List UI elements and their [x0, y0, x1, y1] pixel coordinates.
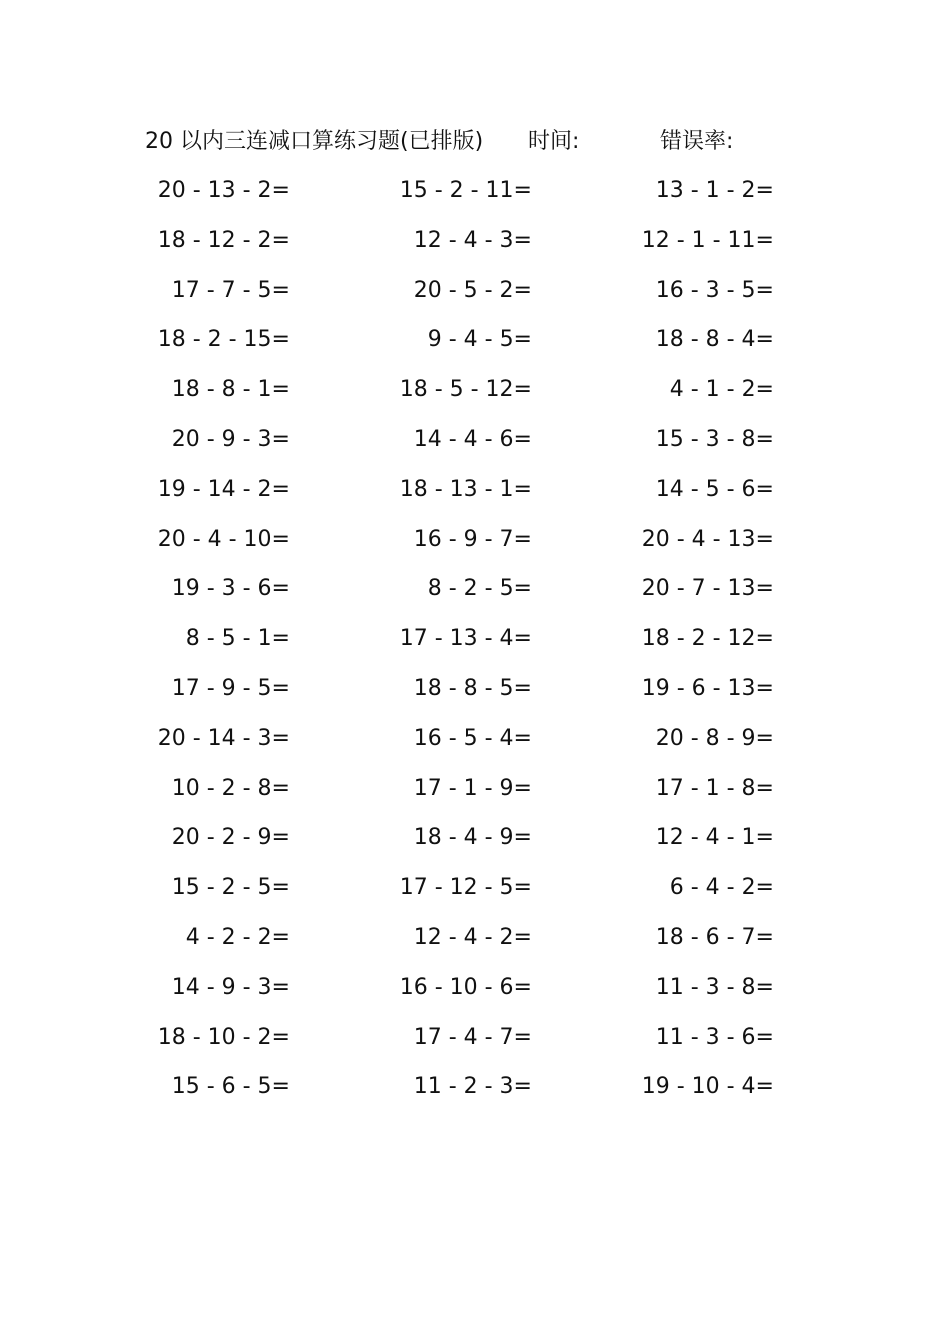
problem-item: 16 - 9 - 7=: [413, 526, 532, 552]
problem-item: 16 - 10 - 6=: [399, 974, 532, 1000]
problem-item: 8 - 2 - 5=: [427, 576, 532, 602]
problem-row: [0, 813, 950, 863]
problem-item: 18 - 8 - 5=: [413, 675, 532, 701]
problem-item: 8 - 5 - 1=: [185, 626, 290, 652]
problem-row: [0, 465, 950, 515]
problem-item: 19 - 14 - 2=: [157, 476, 290, 502]
problem-row: [0, 315, 950, 365]
problem-item: 16 - 5 - 4=: [413, 725, 532, 751]
problem-item: 20 - 2 - 9=: [171, 825, 290, 851]
problem-row: [0, 564, 950, 614]
problem-item: 4 - 1 - 2=: [669, 377, 774, 403]
problem-item: 15 - 3 - 8=: [655, 426, 774, 452]
problem-item: 19 - 3 - 6=: [171, 576, 290, 602]
problem-grid: [0, 166, 950, 1112]
problem-item: 6 - 4 - 2=: [669, 875, 774, 901]
problem-item: 20 - 8 - 9=: [655, 725, 774, 751]
problem-item: 12 - 4 - 1=: [655, 825, 774, 851]
problem-item: 18 - 2 - 12=: [641, 626, 774, 652]
problem-item: 20 - 4 - 13=: [641, 526, 774, 552]
problem-item: 10 - 2 - 8=: [171, 775, 290, 801]
problem-row: [0, 913, 950, 963]
problem-item: 16 - 3 - 5=: [655, 277, 774, 303]
problem-row: [0, 714, 950, 764]
problem-item: 18 - 4 - 9=: [413, 825, 532, 851]
problem-row: [0, 614, 950, 664]
problem-item: 12 - 4 - 3=: [413, 227, 532, 253]
problem-item: 17 - 12 - 5=: [399, 875, 532, 901]
problem-item: 17 - 1 - 8=: [655, 775, 774, 801]
problem-row: [0, 166, 950, 216]
problem-row: [0, 664, 950, 714]
problem-item: 15 - 2 - 11=: [399, 178, 532, 203]
problem-item: 18 - 10 - 2=: [157, 1024, 290, 1050]
problem-item: 18 - 2 - 15=: [157, 327, 290, 353]
problem-item: 18 - 13 - 1=: [399, 476, 532, 502]
problem-row: [0, 1013, 950, 1063]
problem-item: 17 - 13 - 4=: [399, 626, 532, 652]
problem-item: 14 - 9 - 3=: [171, 974, 290, 1000]
problem-item: 11 - 3 - 6=: [655, 1024, 774, 1050]
problem-item: 20 - 5 - 2=: [413, 277, 532, 303]
problem-item: 17 - 1 - 9=: [413, 775, 532, 801]
problem-item: 19 - 6 - 13=: [641, 675, 774, 701]
problem-row: [0, 863, 950, 913]
problem-item: 18 - 12 - 2=: [157, 227, 290, 253]
problem-item: 4 - 2 - 2=: [185, 924, 290, 950]
problem-row: [0, 1062, 950, 1112]
problem-item: 18 - 8 - 4=: [655, 327, 774, 353]
problem-item: 17 - 9 - 5=: [171, 675, 290, 701]
problem-item: 17 - 4 - 7=: [413, 1024, 532, 1050]
problem-item: 14 - 5 - 6=: [655, 476, 774, 502]
problem-item: 18 - 8 - 1=: [171, 377, 290, 403]
problem-item: 9 - 4 - 5=: [427, 327, 532, 353]
problem-item: 20 - 9 - 3=: [171, 426, 290, 452]
problem-item: 20 - 7 - 13=: [641, 576, 774, 602]
problem-row: [0, 963, 950, 1013]
problem-item: 11 - 2 - 3=: [413, 1074, 532, 1100]
problem-item: 12 - 4 - 2=: [413, 924, 532, 950]
problem-row: [0, 764, 950, 814]
problem-row: [0, 515, 950, 565]
problem-row: [0, 365, 950, 415]
problem-item: 20 - 4 - 10=: [157, 526, 290, 552]
problem-row: [0, 415, 950, 465]
problem-item: 13 - 1 - 2=: [655, 178, 774, 203]
error-rate-label: 错误率:: [660, 129, 734, 154]
time-label: 时间:: [528, 129, 580, 154]
problem-item: 12 - 1 - 11=: [641, 227, 774, 253]
worksheet-title: 20 以内三连减口算练习题(已排版): [145, 129, 484, 154]
problem-item: 20 - 13 - 2=: [157, 178, 290, 203]
problem-item: 18 - 5 - 12=: [399, 377, 532, 403]
worksheet-header: [145, 124, 785, 160]
problem-row: [0, 216, 950, 266]
problem-item: 20 - 14 - 3=: [157, 725, 290, 751]
problem-item: 15 - 6 - 5=: [171, 1074, 290, 1100]
problem-item: 14 - 4 - 6=: [413, 426, 532, 452]
problem-item: 15 - 2 - 5=: [171, 875, 290, 901]
problem-item: 18 - 6 - 7=: [655, 924, 774, 950]
problem-item: 19 - 10 - 4=: [641, 1074, 774, 1100]
problem-row: [0, 266, 950, 316]
problem-item: 17 - 7 - 5=: [171, 277, 290, 303]
problem-item: 11 - 3 - 8=: [655, 974, 774, 1000]
